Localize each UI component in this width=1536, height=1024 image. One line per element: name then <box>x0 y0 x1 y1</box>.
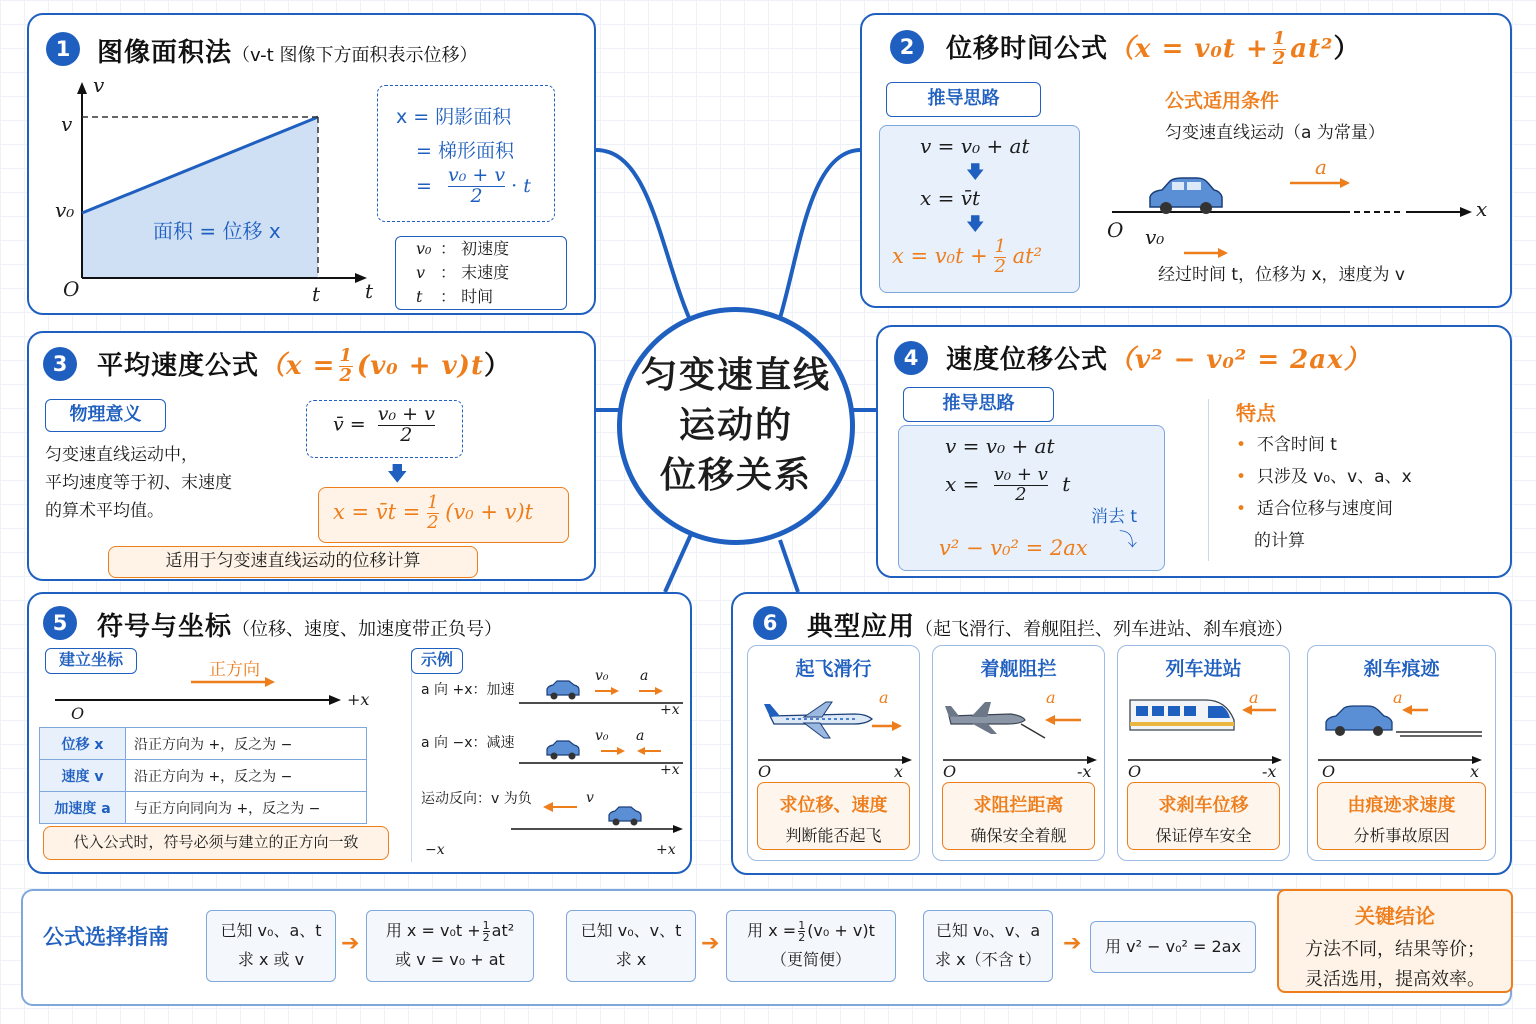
app-x-label: x <box>1470 762 1480 781</box>
panel-4-title-text: 速度位移公式 <box>946 345 1109 375</box>
table-row <box>40 760 367 792</box>
guide-use-1-l1 <box>367 917 533 946</box>
app-origin-label: O <box>758 762 772 781</box>
meaning-line-3: 的算术平均值。 <box>45 501 164 521</box>
motion-x-label: x <box>1476 197 1488 221</box>
condition-title: 公式适用条件 <box>1165 90 1280 112</box>
app-origin-label: O <box>943 762 957 781</box>
app-title: 着舰阻拦 <box>980 658 1057 680</box>
app-result-title: 求位移、速度 <box>779 795 888 816</box>
step-arrow-1: 🡇 <box>966 162 985 183</box>
guide-use-2-den: 2 <box>798 931 806 945</box>
panel-1-title <box>97 32 477 69</box>
guide-known-1-l1: 已知 v₀、a、t <box>220 921 322 941</box>
app-result-title: 求阻拦距离 <box>973 795 1064 816</box>
app-x-label: -x <box>1262 762 1277 781</box>
panel-3-frac-den: 2 <box>339 365 353 386</box>
derivation-tag: 推导思路 <box>886 82 1041 117</box>
derivation-steps-box-2 <box>898 425 1165 571</box>
center-topic <box>617 307 855 545</box>
app-result-box <box>1317 782 1486 850</box>
derivation-steps-box <box>879 125 1080 293</box>
row-header: 位移 x <box>40 728 126 760</box>
feature-text-4: 的计算 <box>1254 531 1305 551</box>
panel-2-frac-num: 1 <box>1272 28 1287 50</box>
panel-3-formula-pre: （x = <box>259 351 336 381</box>
guide-use-2-post: (v₀ + v)t <box>807 921 875 941</box>
feature-item-1 <box>1236 429 1412 461</box>
step-3-frac <box>994 238 1005 277</box>
guide-known-2-l1: 已知 v₀、v、t <box>580 921 682 941</box>
p4-step-2-num: v₀ + v <box>993 464 1048 485</box>
panel-3-formula-close: ） <box>484 351 512 381</box>
p4-step-2-post: t <box>1062 471 1071 496</box>
row-header: 加速度 a <box>40 792 126 824</box>
panel-6-title <box>807 606 1293 643</box>
p4-step-3: v² − v₀² = 2ax <box>939 536 1088 560</box>
step-3-den: 2 <box>994 255 1006 277</box>
features-title: 特点 <box>1236 401 1276 425</box>
motion-note: 经过时间 t，位移为 x，速度为 v <box>1158 265 1405 285</box>
motion-v0-label: v₀ <box>1145 225 1165 249</box>
example-2-label: a 向 −x：减速 <box>421 735 515 751</box>
app-a-label: a <box>1046 688 1056 707</box>
panel-3-title-text: 平均速度公式 <box>97 351 260 381</box>
avg-formula <box>333 405 435 446</box>
guide-title: 公式选择指南 <box>43 925 169 949</box>
ex2-a-label: a <box>636 728 645 744</box>
jet-icon <box>941 686 1101 766</box>
sign-rules-table <box>39 727 367 824</box>
panel-signs-coordinates <box>27 592 692 874</box>
center-title-line-2: 运动的 <box>678 405 793 446</box>
t-value-label: t <box>312 282 321 306</box>
divider <box>411 650 412 862</box>
center-title-line-3: 位移关系 <box>659 455 812 496</box>
key-conclusion-title: 关键结论 <box>1355 904 1435 928</box>
legend-desc-t: ： 时间 <box>440 287 494 306</box>
guide-use-1-pre: 用 x = v₀t + <box>385 921 481 941</box>
step-3 <box>892 238 1042 277</box>
panel-3-title <box>97 345 511 386</box>
ex2-plus-x-label: +x <box>660 762 680 778</box>
panel-1-subtitle: （v-t 图像下方面积表示位移） <box>232 45 478 66</box>
result-formula <box>333 494 533 533</box>
guide-use-2-num: 1 <box>798 918 806 932</box>
app-result-title: 由痕迹求速度 <box>1347 795 1456 816</box>
coordinate-axis <box>49 674 389 719</box>
result-pre: x = v̄t = <box>333 499 421 524</box>
guide-use-2-l1 <box>727 917 895 946</box>
panel-number-6: 6 <box>753 606 787 640</box>
app-origin-label: O <box>1128 762 1142 781</box>
v-value-label: v <box>61 112 73 136</box>
panel-6-subtitle: （起飞滑行、着舰阻拦、列车进站、刹车痕迹） <box>915 619 1294 640</box>
airplane-icon <box>756 686 916 766</box>
app-card-brake-marks <box>1307 645 1496 861</box>
app-result-box <box>757 782 910 850</box>
step-1: v = v₀ + at <box>920 134 1030 158</box>
panel-2-title <box>946 28 1361 69</box>
guide-use-2-frac <box>798 920 805 944</box>
app-x-label: x <box>894 762 904 781</box>
guide-known-2-l2: 求 x <box>615 950 647 969</box>
row-desc: 沿正方向为 +，反之为 − <box>126 760 367 792</box>
bullet-icon: • <box>1236 467 1247 487</box>
area-formula-eq: = <box>416 174 432 197</box>
braking-car-icon <box>1316 686 1492 766</box>
example-tag: 示例 <box>411 648 463 674</box>
arrow-right-icon: ➔ <box>341 931 360 956</box>
guide-use-2 <box>726 910 896 982</box>
arrow-right-icon: ➔ <box>1063 931 1082 956</box>
legend-row-t <box>416 285 566 309</box>
panel-number-4: 4 <box>894 341 928 375</box>
app-a-label: a <box>1249 688 1259 707</box>
guide-known-1 <box>206 910 336 982</box>
app-card-carrier-arrest <box>932 645 1105 861</box>
derivation-tag-2: 推导思路 <box>903 387 1054 422</box>
feature-item-3-cont <box>1236 525 1412 557</box>
table-row <box>40 728 367 760</box>
step-2: x = v̄t <box>920 186 981 210</box>
panel-area-method <box>27 13 596 315</box>
guide-use-1 <box>366 910 534 982</box>
guide-known-2 <box>566 910 696 982</box>
area-formula-line-2: = 梯形面积 <box>416 140 514 162</box>
ex2-v0-label: v₀ <box>595 728 609 744</box>
coordinate-tag: 建立坐标 <box>45 648 137 674</box>
result-num: 1 <box>427 492 439 513</box>
center-title-line-1: 匀变速直线 <box>640 355 831 396</box>
panel-number-2: 2 <box>890 30 924 64</box>
guide-use-2-l2: （更简便） <box>770 950 851 969</box>
avg-den: 2 <box>400 423 413 446</box>
guide-use-3 <box>1090 921 1256 973</box>
feature-item-2 <box>1236 461 1412 493</box>
eliminate-t-label: 消去 t <box>1091 507 1138 527</box>
area-formula-den: 2 <box>470 184 483 207</box>
car-icon <box>547 741 579 760</box>
legend-row-v0 <box>416 237 566 261</box>
guide-use-1-frac <box>483 920 490 944</box>
panel-average-velocity <box>27 331 596 581</box>
panel-4-formula: （v² − v₀² = 2ax） <box>1108 345 1371 375</box>
app-title: 刹车痕迹 <box>1363 658 1440 680</box>
feature-text-2: 只涉及 v₀、v、a、x <box>1256 467 1412 487</box>
formula-selection-guide <box>21 889 1512 1006</box>
legend-sym-v0: v₀ <box>416 239 432 258</box>
example-1-label: a 向 +x：加速 <box>421 682 515 698</box>
panel-2-frac-den: 2 <box>1272 48 1287 69</box>
meaning-line-2: 平均速度等于初、末速度 <box>45 473 232 493</box>
ex1-a-label: a <box>640 668 649 684</box>
average-velocity-box <box>306 400 463 458</box>
ex1-plus-x-label: +x <box>660 702 680 718</box>
motion-origin-label: O <box>1107 218 1124 242</box>
panel-1-title-text: 图像面积法 <box>97 38 233 68</box>
guide-known-3-l1: 已知 v₀、v、a <box>935 921 1041 941</box>
features-list <box>1236 429 1412 557</box>
condition-text: 匀变速直线运动（a 为常量） <box>1165 123 1385 143</box>
key-line-2: 灵活选用，提高效率。 <box>1305 969 1485 990</box>
app-card-takeoff <box>747 645 920 861</box>
area-formula-fraction <box>448 166 505 207</box>
guide-known-1-l2: 求 x 或 v <box>237 950 305 969</box>
guide-use-2-pre: 用 x = <box>747 921 797 941</box>
legend-sym-v: v <box>416 263 426 282</box>
area-formula-line-1: x = 阴影面积 <box>396 106 512 128</box>
feature-item-3 <box>1236 493 1412 525</box>
panel-3-formula-frac <box>339 347 353 386</box>
symbol-legend <box>395 236 567 310</box>
app-result-box <box>942 782 1095 850</box>
app-result-desc: 确保安全着舰 <box>970 826 1067 845</box>
app-title: 起飞滑行 <box>795 658 872 680</box>
step-3-num: 1 <box>994 236 1006 257</box>
sign-note: 代入公式时，符号必须与建立的正方向一致 <box>43 826 389 860</box>
step-3-pre: x = v₀t + <box>892 243 988 268</box>
train-icon <box>1126 686 1286 766</box>
car-icon <box>1150 178 1222 214</box>
area-formula-num: v₀ + v <box>447 164 506 186</box>
down-arrow-icon: 🡇 <box>387 461 408 485</box>
panel-displacement-time <box>860 13 1512 308</box>
arrow-right-icon: ➔ <box>701 931 720 956</box>
panel-5-subtitle: （位移、速度、加速度带正负号） <box>232 619 503 640</box>
car-icon <box>547 681 579 700</box>
panel-3-formula-post: (v₀ + v)t <box>356 351 484 381</box>
car-icon <box>609 807 641 826</box>
guide-use-1-den: 2 <box>482 931 490 945</box>
p4-step-1: v = v₀ + at <box>945 434 1055 458</box>
row-header: 速度 v <box>40 760 126 792</box>
app-card-train-station <box>1117 645 1290 861</box>
legend-sym-t: t <box>416 287 423 306</box>
panel-4-title <box>946 339 1371 376</box>
legend-desc-v0: ： 初速度 <box>440 239 510 258</box>
panel-5-title <box>97 606 502 643</box>
motion-a-label: a <box>1315 155 1327 179</box>
bullet-icon: • <box>1236 499 1247 519</box>
key-conclusion-box <box>1277 889 1513 993</box>
legend-row-v <box>416 261 566 285</box>
table-row <box>40 792 367 824</box>
result-formula-box <box>318 487 569 543</box>
legend-desc-v: ： 末速度 <box>440 263 510 282</box>
app-x-label: -x <box>1077 762 1092 781</box>
app-result-box <box>1127 782 1280 850</box>
app-a-label: a <box>879 688 889 707</box>
feature-text-1: 不含时间 t <box>1256 435 1337 455</box>
result-frac <box>427 494 438 533</box>
panel-velocity-displacement <box>876 325 1512 578</box>
p4-step-2 <box>945 466 1070 505</box>
panel-number-5: 5 <box>43 606 77 640</box>
v0-value-label: v₀ <box>55 198 75 222</box>
meaning-text <box>45 441 232 525</box>
guide-use-1-l2: 或 v = v₀ + at <box>395 950 505 969</box>
avg-num: v₀ + v <box>377 403 435 425</box>
ex3-v-label: v <box>586 790 594 806</box>
row-desc: 与正方向同向为 +，反之为 − <box>126 792 367 824</box>
app-a-label: a <box>1393 688 1403 707</box>
area-formula-tail: · t <box>511 174 531 197</box>
avg-lhs: v̄ = <box>333 413 366 436</box>
area-formula-box <box>377 85 555 222</box>
result-post: (v₀ + v)t <box>445 499 534 524</box>
origin-label: O <box>63 277 80 301</box>
panel-typical-applications <box>731 592 1512 875</box>
panel-number-3: 3 <box>43 347 77 381</box>
panel-2-formula-post: at² <box>1290 34 1334 64</box>
app-result-desc: 保证停车安全 <box>1155 826 1252 845</box>
axis-plus-x-label: +x <box>347 690 370 709</box>
panel-5-title-text: 符号与坐标 <box>97 612 233 642</box>
step-3-post: at² <box>1012 243 1043 268</box>
guide-use-1-post: at² <box>491 921 515 941</box>
axis-origin-label: O <box>71 704 85 723</box>
meaning-tag: 物理意义 <box>45 399 166 432</box>
p4-step-2-frac <box>994 466 1048 505</box>
panel-2-formula-close: ） <box>1333 34 1361 64</box>
applicability-note: 适用于匀变速直线运动的位移计算 <box>108 546 478 578</box>
vt-graph <box>49 70 389 315</box>
panel-number-1: 1 <box>46 32 80 66</box>
area-label: 面积 = 位移 x <box>153 219 281 243</box>
guide-use-3-l1: 用 v² − v₀² = 2ax <box>1105 936 1241 956</box>
app-result-desc: 分析事故原因 <box>1353 826 1450 845</box>
panel-6-title-text: 典型应用 <box>807 612 916 642</box>
curved-arrow-icon: ⤵ <box>1119 530 1137 551</box>
guide-use-1-num: 1 <box>482 918 490 932</box>
meaning-line-1: 匀变速直线运动中， <box>45 445 198 465</box>
step-arrow-2: 🡇 <box>966 214 985 235</box>
ex3-minus-x-label: −x <box>425 842 445 858</box>
app-title: 列车进站 <box>1165 658 1242 680</box>
axis-v-label: v <box>93 73 105 97</box>
bullet-icon: • <box>1236 435 1247 455</box>
p4-step-2-pre: x = <box>945 471 980 496</box>
key-line-1: 方法不同，结果等价； <box>1305 939 1485 960</box>
row-desc: 沿正方向为 +，反之为 − <box>126 728 367 760</box>
feature-text-3: 适合位移与速度间 <box>1256 499 1393 519</box>
result-den: 2 <box>427 511 439 533</box>
app-result-title: 求刹车位移 <box>1158 795 1249 816</box>
panel-2-formula-frac <box>1273 30 1287 69</box>
panel-3-frac-num: 1 <box>339 345 353 367</box>
divider <box>1208 399 1209 561</box>
guide-known-3 <box>923 910 1053 982</box>
app-origin-label: O <box>1322 762 1336 781</box>
positive-direction-label: 正方向 <box>209 660 260 680</box>
avg-frac <box>378 405 435 446</box>
p4-step-2-den: 2 <box>1015 483 1027 505</box>
ex3-plus-x-label: +x <box>656 842 676 858</box>
guide-known-3-l2: 求 x（不含 t） <box>935 950 1041 969</box>
axis-t-label: t <box>365 279 374 303</box>
panel-2-formula-pre: （x = v₀t + <box>1108 34 1269 64</box>
ex1-v0-label: v₀ <box>595 668 609 684</box>
panel-2-title-text: 位移时间公式 <box>946 34 1109 64</box>
area-formula-line-3 <box>416 166 531 207</box>
app-result-desc: 判断能否起飞 <box>785 826 882 845</box>
example-3-label: 运动反向：v 为负 <box>421 791 532 807</box>
